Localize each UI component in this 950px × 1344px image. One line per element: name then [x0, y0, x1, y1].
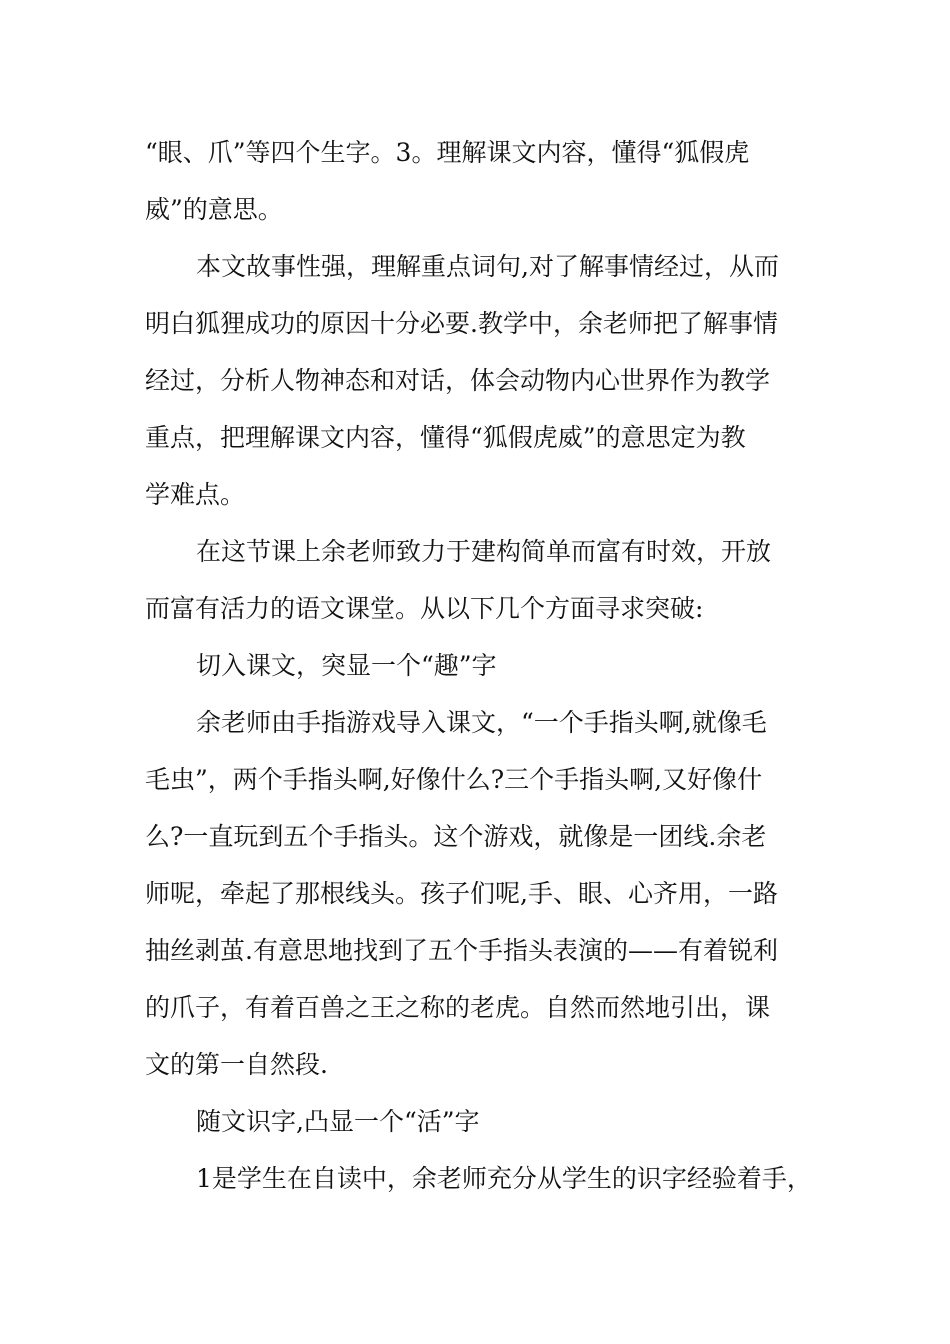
text-line: 师呢，牵起了那根线头。孩子们呢,手、眼、心齐用，一路 [145, 879, 778, 908]
text-line: 明白狐狸成功的原因十分必要.教学中，余老师把了解事情 [145, 309, 778, 338]
paragraph-first-line: 1是学生在自读中，余老师充分从学生的识字经验着手， [196, 1164, 812, 1193]
paragraph-first-line: 本文故事性强，理解重点词句,对了解事情经过，从而 [196, 252, 779, 281]
text-line: 而富有活力的语文课堂。从以下几个方面寻求突破: [145, 594, 704, 623]
section-heading: 随文识字,凸显一个“活”字 [196, 1107, 480, 1136]
text-line: 文的第一自然段. [145, 1050, 328, 1079]
text-line: 么?一直玩到五个手指头。这个游戏，就像是一团线.余老 [145, 822, 767, 851]
paragraph-first-line: 余老师由手指游戏导入课文，“一个手指头啊,就像毛 [196, 708, 767, 737]
section-heading: 切入课文，突显一个“趣”字 [196, 651, 497, 680]
paragraph-first-line: 在这节课上余老师致力于建构简单而富有时效，开放 [196, 537, 772, 566]
text-line: 学难点。 [145, 480, 246, 509]
text-line: 威”的意思。 [145, 195, 283, 224]
text-line: 抽丝剥茧.有意思地找到了五个手指头表演的——有着锐利 [145, 936, 778, 965]
text-line: 的爪子，有着百兽之王之称的老虎。自然而然地引出，课 [145, 993, 771, 1022]
text-line: 重点，把理解课文内容，懂得“狐假虎威”的意思定为教 [145, 423, 746, 452]
text-line: 经过，分析人物神态和对话，体会动物内心世界作为教学 [145, 366, 771, 395]
text-line: “眼、爪”等四个生字。3。理解课文内容，懂得“狐假虎 [145, 138, 750, 167]
text-line: 毛虫”，两个手指头啊,好像什么?三个手指头啊,又好像什 [145, 765, 763, 794]
